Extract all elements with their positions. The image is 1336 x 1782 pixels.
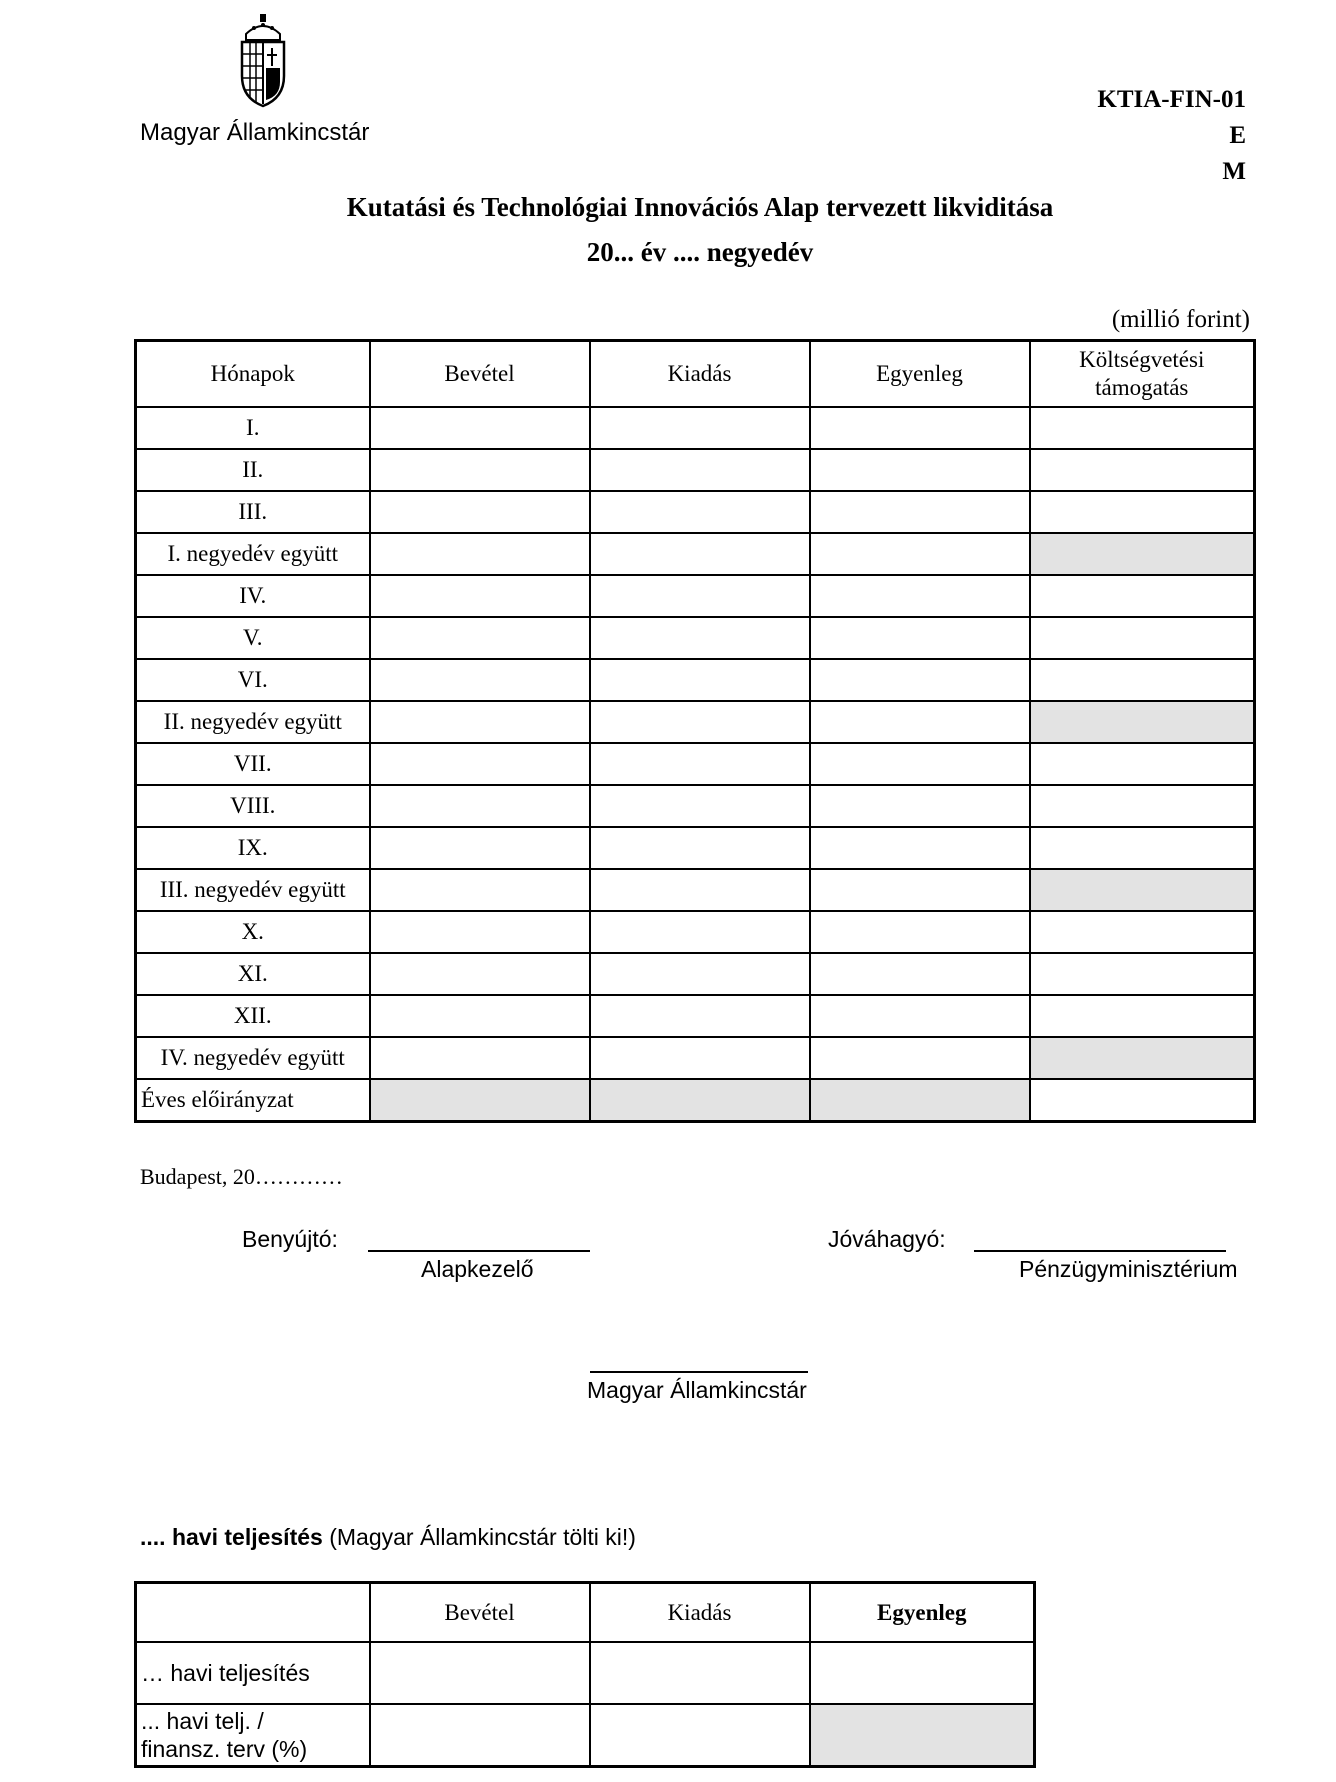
shaded-cell — [1030, 701, 1255, 743]
budget-support-cell[interactable] — [1030, 407, 1255, 449]
expense-cell[interactable] — [590, 911, 810, 953]
form-code-line: KTIA-FIN-01 — [1097, 86, 1246, 113]
quarter-total-row — [136, 869, 1255, 911]
balance-cell[interactable] — [810, 743, 1030, 785]
row-label: XII. — [136, 995, 370, 1037]
budget-support-cell[interactable] — [1030, 449, 1255, 491]
income-cell[interactable] — [370, 449, 590, 491]
coat-of-arms-icon — [236, 12, 290, 108]
budget-support-cell[interactable] — [1030, 1079, 1255, 1122]
approver-caption: Pénzügyminisztérium — [1019, 1256, 1238, 1282]
table-row — [136, 659, 1255, 701]
organization-name: Magyar Államkincstár — [140, 119, 370, 146]
date-line: Budapest, 20………… — [140, 1164, 343, 1189]
quarter-total-row — [136, 701, 1255, 743]
expense-cell[interactable] — [590, 617, 810, 659]
quarter-total-row — [136, 1037, 1255, 1079]
form-code-line: M — [1222, 158, 1246, 185]
row-label: VI. — [136, 659, 370, 701]
unit-label: (millió forint) — [1111, 306, 1250, 333]
submitter-label: Benyújtó: — [242, 1226, 338, 1252]
row-label: … havi teljesítés — [136, 1642, 370, 1704]
table-header-row — [136, 341, 1255, 408]
budget-support-cell[interactable] — [1030, 659, 1255, 701]
budget-support-cell[interactable] — [1030, 491, 1255, 533]
balance-cell[interactable] — [810, 995, 1030, 1037]
balance-cell[interactable] — [810, 533, 1030, 575]
annual-appropriation-row — [136, 1079, 1255, 1122]
header-expense: Kiadás — [590, 341, 810, 408]
table-row — [136, 1704, 1035, 1767]
table-row — [136, 953, 1255, 995]
form-code — [1097, 82, 1246, 190]
shaded-cell — [590, 1079, 810, 1122]
approver-label: Jóváhagyó: — [828, 1226, 946, 1252]
table-row — [136, 449, 1255, 491]
shaded-cell — [1030, 869, 1255, 911]
balance-cell[interactable] — [810, 659, 1030, 701]
income-cell[interactable] — [370, 743, 590, 785]
row-label: III. — [136, 491, 370, 533]
budget-support-cell[interactable] — [1030, 575, 1255, 617]
shaded-cell — [1030, 533, 1255, 575]
income-cell[interactable] — [370, 1642, 590, 1704]
budget-support-cell[interactable] — [1030, 911, 1255, 953]
income-cell[interactable] — [370, 911, 590, 953]
income-cell[interactable] — [370, 617, 590, 659]
table-row — [136, 575, 1255, 617]
income-cell[interactable] — [370, 1037, 590, 1079]
row-label-line: ... havi telj. / — [141, 1708, 264, 1734]
row-label-line: finansz. terv (%) — [141, 1736, 308, 1762]
expense-cell[interactable] — [590, 701, 810, 743]
expense-cell[interactable] — [590, 1642, 810, 1704]
table-row — [136, 617, 1255, 659]
budget-support-cell[interactable] — [1030, 785, 1255, 827]
table-row — [136, 1642, 1035, 1704]
shaded-cell — [810, 1704, 1035, 1767]
row-label: II. — [136, 449, 370, 491]
balance-cell[interactable] — [810, 911, 1030, 953]
row-label: XI. — [136, 953, 370, 995]
balance-cell[interactable] — [810, 827, 1030, 869]
income-cell[interactable] — [370, 407, 590, 449]
heading-note: (Magyar Államkincstár tölti ki!) — [329, 1524, 636, 1550]
header-months: Hónapok — [136, 341, 370, 408]
expense-cell[interactable] — [590, 827, 810, 869]
table-header-row — [136, 1583, 1035, 1643]
balance-cell[interactable] — [810, 617, 1030, 659]
income-cell[interactable] — [370, 827, 590, 869]
budget-support-cell[interactable] — [1030, 827, 1255, 869]
expense-cell[interactable] — [590, 533, 810, 575]
income-cell[interactable] — [370, 953, 590, 995]
row-label — [136, 1704, 370, 1767]
header-expense: Kiadás — [590, 1583, 810, 1643]
income-cell[interactable] — [370, 869, 590, 911]
row-label: IV. — [136, 575, 370, 617]
submitter-signature-line[interactable] — [368, 1250, 590, 1252]
budget-support-cell[interactable] — [1030, 743, 1255, 785]
balance-cell[interactable] — [810, 869, 1030, 911]
income-cell[interactable] — [370, 995, 590, 1037]
row-label: IX. — [136, 827, 370, 869]
row-label: IV. negyedév együtt — [136, 1037, 370, 1079]
row-label: X. — [136, 911, 370, 953]
shaded-cell — [810, 1079, 1030, 1122]
balance-cell[interactable] — [810, 1037, 1030, 1079]
expense-cell[interactable] — [590, 1037, 810, 1079]
income-cell[interactable] — [370, 533, 590, 575]
monthly-performance-table — [134, 1581, 1036, 1768]
expense-cell[interactable] — [590, 449, 810, 491]
table-row — [136, 785, 1255, 827]
income-cell[interactable] — [370, 491, 590, 533]
header-balance: Egyenleg — [810, 1583, 1035, 1643]
approver-signature-line[interactable] — [974, 1250, 1226, 1252]
expense-cell[interactable] — [590, 491, 810, 533]
income-cell[interactable] — [370, 1704, 590, 1767]
treasury-signature-line[interactable] — [590, 1371, 808, 1373]
form-code-line: E — [1229, 122, 1246, 149]
header-balance: Egyenleg — [810, 341, 1030, 408]
table-row — [136, 995, 1255, 1037]
table-row — [136, 491, 1255, 533]
liquidity-plan-table — [134, 339, 1256, 1123]
row-label: I. — [136, 407, 370, 449]
balance-cell[interactable] — [810, 701, 1030, 743]
table-row — [136, 407, 1255, 449]
header-income: Bevétel — [370, 1583, 590, 1643]
balance-cell[interactable] — [810, 785, 1030, 827]
balance-cell[interactable] — [810, 953, 1030, 995]
income-cell[interactable] — [370, 785, 590, 827]
row-label: VIII. — [136, 785, 370, 827]
submitter-caption: Alapkezelő — [421, 1256, 534, 1282]
balance-cell[interactable] — [810, 491, 1030, 533]
income-cell[interactable] — [370, 575, 590, 617]
row-label: I. negyedév együtt — [136, 533, 370, 575]
expense-cell[interactable] — [590, 575, 810, 617]
shaded-cell — [1030, 1037, 1255, 1079]
header-budget-support: Költségvetési támogatás — [1030, 341, 1255, 408]
row-label: II. negyedév együtt — [136, 701, 370, 743]
header-empty — [136, 1583, 370, 1643]
row-label: Éves előirányzat — [136, 1079, 370, 1122]
shaded-cell — [370, 1079, 590, 1122]
income-cell[interactable] — [370, 659, 590, 701]
income-cell[interactable] — [370, 701, 590, 743]
row-label: V. — [136, 617, 370, 659]
expense-cell[interactable] — [590, 407, 810, 449]
table-row — [136, 827, 1255, 869]
balance-cell[interactable] — [810, 449, 1030, 491]
heading-prefix: .... havi teljesítés — [140, 1524, 323, 1550]
budget-support-cell[interactable] — [1030, 617, 1255, 659]
row-label: III. negyedév együtt — [136, 869, 370, 911]
monthly-performance-heading — [140, 1524, 636, 1551]
header-income: Bevétel — [370, 341, 590, 408]
expense-cell[interactable] — [590, 1704, 810, 1767]
row-label: VII. — [136, 743, 370, 785]
expense-cell[interactable] — [590, 659, 810, 701]
table-row — [136, 743, 1255, 785]
document-subtitle: 20... év .... negyedév — [586, 237, 814, 267]
balance-cell[interactable] — [810, 407, 1030, 449]
budget-support-cell[interactable] — [1030, 995, 1255, 1037]
balance-cell[interactable] — [810, 1642, 1035, 1704]
table-row — [136, 911, 1255, 953]
expense-cell[interactable] — [590, 785, 810, 827]
expense-cell[interactable] — [590, 743, 810, 785]
quarter-total-row — [136, 533, 1255, 575]
budget-support-cell[interactable] — [1030, 953, 1255, 995]
expense-cell[interactable] — [590, 953, 810, 995]
document-title: Kutatási és Technológiai Innovációs Alap tervezett likviditása — [346, 192, 1054, 222]
expense-cell[interactable] — [590, 869, 810, 911]
expense-cell[interactable] — [590, 995, 810, 1037]
treasury-caption: Magyar Államkincstár — [587, 1377, 807, 1403]
balance-cell[interactable] — [810, 575, 1030, 617]
